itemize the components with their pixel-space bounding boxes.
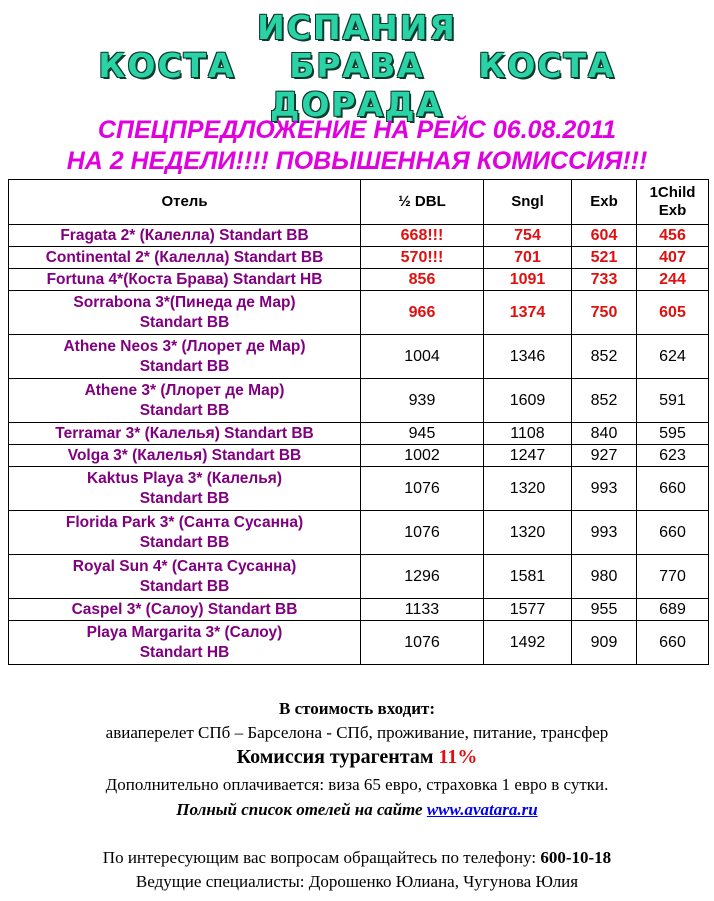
special-offer-line2: НА 2 НЕДЕЛИ!!!! ПОВЫШЕННАЯ КОМИССИЯ!!! [66, 147, 648, 175]
header-child-exb [637, 180, 709, 225]
specialists: Ведущие специалисты: Дорошенко Юлиана, Чугунова Юлия [135, 872, 579, 891]
header-exb: Exb [572, 180, 637, 225]
hotel-name-line1: Fragata 2* (Калелла) Standart BB [60, 226, 309, 244]
hotel-name-line1: Fortuna 4*(Коста Брава) Standart HB [46, 270, 323, 288]
price-half-dbl: 1076 [361, 621, 484, 665]
price-exb: 604 [572, 225, 637, 247]
hotel-name-line1: Athene Neos 3* (Ллорет де Мар) [63, 337, 306, 355]
hotel-name [9, 291, 361, 335]
hotel-name-line2: Standart BB [139, 489, 230, 507]
price-child-exb: 624 [637, 335, 709, 379]
hotel-name [9, 225, 361, 247]
price-child-exb: 660 [637, 621, 709, 665]
hotel-name [9, 423, 361, 445]
price-exb: 840 [572, 423, 637, 445]
price-child-exb: 595 [637, 423, 709, 445]
regions-title [0, 46, 714, 124]
price-exb: 993 [572, 467, 637, 511]
price-half-dbl: 1296 [361, 555, 484, 599]
header-sngl: Sngl [484, 180, 572, 225]
hotel-name-line1: Royal Sun 4* (Санта Сусанна) [72, 557, 297, 575]
price-sngl: 1247 [484, 445, 572, 467]
price-half-dbl: 945 [361, 423, 484, 445]
hotel-name-line2: Standart BB [139, 533, 230, 551]
table-row [9, 423, 709, 445]
price-sngl: 1581 [484, 555, 572, 599]
included-label: В стоимость входит: [279, 699, 435, 718]
price-exb: 980 [572, 555, 637, 599]
table-row [9, 225, 709, 247]
region-costa-brava: КОСТА БРАВА [98, 46, 425, 85]
price-child-exb: 660 [637, 511, 709, 555]
price-child-exb: 770 [637, 555, 709, 599]
price-exb: 852 [572, 379, 637, 423]
price-sngl: 1091 [484, 269, 572, 291]
hotel-name-line2: Standart HB [139, 643, 230, 661]
price-child-exb: 591 [637, 379, 709, 423]
hotel-name [9, 335, 361, 379]
price-exb: 955 [572, 599, 637, 621]
price-half-dbl: 1004 [361, 335, 484, 379]
price-sngl: 1320 [484, 467, 572, 511]
price-child-exb: 407 [637, 247, 709, 269]
hotel-name-line2: Standart BB [139, 313, 230, 331]
price-half-dbl: 1133 [361, 599, 484, 621]
price-sngl: 1374 [484, 291, 572, 335]
hotel-name [9, 599, 361, 621]
hotel-name-line1: Volga 3* (Калелья) Standart BB [67, 446, 302, 464]
header-child-line2: Exb [658, 202, 687, 219]
table-row [9, 269, 709, 291]
full-list-label: Полный список отелей на сайте [176, 800, 427, 819]
price-child-exb: 623 [637, 445, 709, 467]
header-half-dbl: ½ DBL [361, 180, 484, 225]
hotel-name-line1: Playa Margarita 3* (Салоу) [86, 623, 283, 641]
price-sngl: 1577 [484, 599, 572, 621]
hotel-name [9, 555, 361, 599]
price-exb: 733 [572, 269, 637, 291]
price-sngl: 1346 [484, 335, 572, 379]
price-half-dbl: 570!!! [361, 247, 484, 269]
price-half-dbl: 856 [361, 269, 484, 291]
hotel-name-line1: Sorrabona 3*(Пинеда де Мар) [73, 293, 296, 311]
table-row [9, 247, 709, 269]
table-row [9, 467, 709, 511]
price-child-exb: 689 [637, 599, 709, 621]
extra-costs: Дополнительно оплачивается: виза 65 евро, страховка 1 евро в сутки. [105, 775, 609, 794]
price-table [8, 179, 709, 665]
contact-line [0, 848, 714, 868]
hotel-name-line2: Standart BB [139, 401, 230, 419]
price-exb: 927 [572, 445, 637, 467]
phone-number: 600-10-18 [540, 848, 612, 867]
header-child-line1: 1Child [649, 184, 696, 201]
table-row [9, 445, 709, 467]
price-half-dbl: 1076 [361, 511, 484, 555]
price-exb: 521 [572, 247, 637, 269]
price-half-dbl: 1076 [361, 467, 484, 511]
hotel-name [9, 379, 361, 423]
price-sngl: 1320 [484, 511, 572, 555]
price-half-dbl: 939 [361, 379, 484, 423]
hotel-name-line1: Continental 2* (Калелла) Standart BB [45, 248, 324, 266]
hotel-name-line2: Standart BB [139, 357, 230, 375]
price-exb: 750 [572, 291, 637, 335]
region-costa-dorada: КОСТА ДОРАДА [269, 46, 616, 124]
hotel-name [9, 247, 361, 269]
price-exb: 909 [572, 621, 637, 665]
hotel-name [9, 511, 361, 555]
price-half-dbl: 966 [361, 291, 484, 335]
table-row [9, 599, 709, 621]
site-link[interactable]: www.avatara.ru [426, 800, 538, 819]
hotel-name-line1: Florida Park 3* (Санта Сусанна) [65, 513, 304, 531]
hotel-name-line1: Caspel 3* (Салоу) Standart BB [71, 600, 298, 618]
price-child-exb: 244 [637, 269, 709, 291]
price-half-dbl: 1002 [361, 445, 484, 467]
country-title: ИСПАНИЯ [257, 8, 457, 47]
price-child-exb: 605 [637, 291, 709, 335]
hotel-name-line1: Athene 3* (Ллорет де Мар) [84, 381, 285, 399]
price-exb: 993 [572, 511, 637, 555]
price-sngl: 754 [484, 225, 572, 247]
table-row [9, 291, 709, 335]
table-header-row [9, 180, 709, 225]
contact-label: По интересующим вас вопросам обращайтесь по телефону: [102, 848, 541, 867]
price-sngl: 701 [484, 247, 572, 269]
hotel-name-line1: Terramar 3* (Калелья) Standart BB [55, 424, 314, 442]
price-child-exb: 456 [637, 225, 709, 247]
table-row [9, 511, 709, 555]
table-row [9, 555, 709, 599]
table-row [9, 335, 709, 379]
price-exb: 852 [572, 335, 637, 379]
hotel-name [9, 269, 361, 291]
hotel-name-line1: Kaktus Playa 3* (Калелья) [86, 469, 283, 487]
full-list [0, 800, 714, 820]
hotel-name [9, 467, 361, 511]
price-sngl: 1108 [484, 423, 572, 445]
table-row [9, 379, 709, 423]
header-hotel: Отель [9, 180, 361, 225]
hotel-name-line2: Standart BB [139, 577, 230, 595]
included-text: авиаперелет СПб – Барселона - СПб, проживание, питание, трансфер [105, 723, 609, 742]
special-offer-line1: СПЕЦПРЕДЛОЖЕНИЕ НА РЕЙС 06.08.2011 [97, 116, 617, 144]
hotel-name [9, 621, 361, 665]
table-row [9, 621, 709, 665]
price-child-exb: 660 [637, 467, 709, 511]
commission-label: Комиссия турагентам [236, 746, 439, 768]
commission-value: 11% [438, 746, 478, 768]
price-half-dbl: 668!!! [361, 225, 484, 247]
hotel-name [9, 445, 361, 467]
commission [0, 746, 714, 769]
price-sngl: 1609 [484, 379, 572, 423]
price-sngl: 1492 [484, 621, 572, 665]
